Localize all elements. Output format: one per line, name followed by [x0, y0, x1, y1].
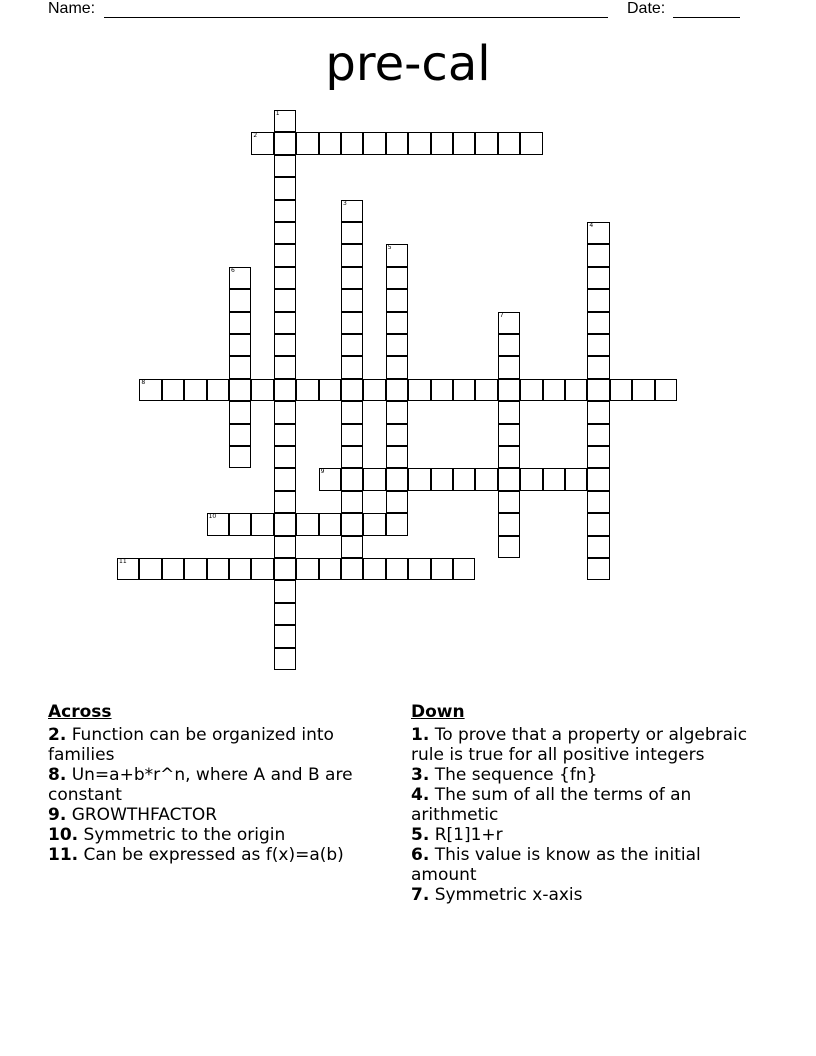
grid-cell[interactable] [229, 446, 251, 468]
clue-text: Un=a+b*r^n, where A and B are constant [48, 765, 353, 805]
grid-cell[interactable] [162, 379, 184, 401]
clue-number: 4 [589, 222, 594, 229]
across-clue [48, 765, 368, 805]
grid-cell[interactable] [587, 289, 609, 311]
grid-cell[interactable] [274, 222, 296, 244]
grid-cell[interactable] [431, 379, 453, 401]
clue-number-label: 7. [411, 885, 430, 905]
grid-cell[interactable] [274, 155, 296, 177]
clue-text: Can be expressed as f(x)=a(b) [78, 845, 344, 865]
grid-cell[interactable] [341, 334, 363, 356]
grid-cell[interactable] [319, 379, 341, 401]
grid-cell[interactable] [341, 536, 363, 558]
grid-cell[interactable] [117, 558, 139, 580]
grid-cell[interactable] [274, 401, 296, 423]
grid-cell[interactable] [386, 244, 408, 266]
clue-number-label: 11. [48, 845, 79, 865]
grid-cell[interactable] [296, 379, 318, 401]
down-clue [411, 785, 751, 825]
grid-cell[interactable] [319, 513, 341, 535]
grid-cell[interactable] [274, 356, 296, 378]
clue-number: 1 [275, 110, 280, 117]
grid-cell[interactable] [251, 132, 273, 154]
down-heading: Down [411, 702, 465, 722]
clue-number-label: 1. [411, 725, 430, 745]
grid-cell[interactable] [229, 356, 251, 378]
down-clue [411, 885, 751, 905]
grid-cell[interactable] [319, 558, 341, 580]
grid-cell[interactable] [363, 558, 385, 580]
grid-cell[interactable] [341, 312, 363, 334]
grid-cell[interactable] [587, 379, 609, 401]
clue-text: Symmetric x-axis [429, 885, 583, 905]
clue-text: GROWTHFACTOR [66, 805, 218, 825]
grid-cell[interactable] [229, 334, 251, 356]
grid-cell[interactable] [229, 513, 251, 535]
grid-cell[interactable] [655, 379, 677, 401]
grid-cell[interactable] [386, 401, 408, 423]
grid-cell[interactable] [341, 424, 363, 446]
clue-number-label: 2. [48, 725, 67, 745]
grid-cell[interactable] [274, 648, 296, 670]
grid-cell[interactable] [274, 312, 296, 334]
grid-cell[interactable] [229, 267, 251, 289]
grid-cell[interactable] [229, 379, 251, 401]
grid-cell[interactable] [498, 356, 520, 378]
grid-cell[interactable] [431, 132, 453, 154]
grid-cell[interactable] [274, 513, 296, 535]
clue-number: 9 [320, 468, 325, 476]
grid-cell[interactable] [207, 379, 229, 401]
grid-cell[interactable] [139, 558, 161, 580]
grid-cell[interactable] [341, 401, 363, 423]
grid-cell[interactable] [408, 379, 430, 401]
clue-number-label: 8. [48, 765, 67, 785]
grid-cell[interactable] [251, 379, 273, 401]
grid-cell[interactable] [296, 558, 318, 580]
grid-cell[interactable] [341, 379, 363, 401]
grid-cell[interactable] [386, 289, 408, 311]
grid-cell[interactable] [386, 334, 408, 356]
grid-cell[interactable] [207, 513, 229, 535]
grid-cell[interactable] [587, 536, 609, 558]
across-clue [48, 845, 368, 865]
grid-cell[interactable] [229, 312, 251, 334]
grid-cell[interactable] [274, 424, 296, 446]
down-clue [411, 725, 751, 765]
grid-cell[interactable] [498, 536, 520, 558]
across-list [48, 725, 368, 865]
grid-cell[interactable] [363, 132, 385, 154]
grid-cell[interactable] [453, 379, 475, 401]
grid-cell[interactable] [274, 267, 296, 289]
grid-cell[interactable] [229, 401, 251, 423]
grid-cell[interactable] [274, 334, 296, 356]
grid-cell[interactable] [386, 446, 408, 468]
grid-cell[interactable] [274, 177, 296, 199]
grid-cell[interactable] [587, 334, 609, 356]
clue-number: 10 [208, 513, 217, 521]
down-list [411, 725, 751, 905]
down-clues [411, 702, 751, 905]
across-clue [48, 825, 368, 845]
grid-cell[interactable] [587, 424, 609, 446]
grid-cell[interactable] [274, 580, 296, 602]
grid-cell[interactable] [319, 468, 341, 490]
grid-cell[interactable] [587, 468, 609, 490]
grid-cell[interactable] [498, 132, 520, 154]
grid-cell[interactable] [296, 513, 318, 535]
clue-number-label: 4. [411, 785, 430, 805]
clue-number-label: 10. [48, 825, 79, 845]
grid-cell[interactable] [453, 468, 475, 490]
grid-cell[interactable] [162, 558, 184, 580]
grid-cell[interactable] [520, 379, 542, 401]
grid-cell[interactable] [341, 513, 363, 535]
page-title: pre-cal [325, 36, 491, 92]
date-label: Date: [627, 0, 666, 17]
grid-cell[interactable] [341, 356, 363, 378]
grid-cell[interactable] [498, 446, 520, 468]
grid-cell[interactable] [274, 558, 296, 580]
grid-cell[interactable] [498, 491, 520, 513]
grid-cell[interactable] [453, 558, 475, 580]
grid-cell[interactable] [543, 379, 565, 401]
grid-cell[interactable] [498, 424, 520, 446]
grid-cell[interactable] [274, 625, 296, 647]
name-label: Name: [48, 0, 96, 17]
grid-cell[interactable] [341, 558, 363, 580]
grid-cell[interactable] [363, 513, 385, 535]
grid-cell[interactable] [386, 379, 408, 401]
grid-cell[interactable] [587, 513, 609, 535]
grid-cell[interactable] [386, 424, 408, 446]
grid-cell[interactable] [274, 468, 296, 490]
grid-cell[interactable] [274, 110, 296, 132]
grid-cell[interactable] [341, 468, 363, 490]
clue-number: 6 [231, 266, 235, 274]
grid-cell[interactable] [498, 312, 520, 334]
clue-text: The sequence {fn} [429, 765, 598, 785]
grid-cell[interactable] [543, 468, 565, 490]
clue-text: The sum of all the terms of an arithmetic [411, 785, 692, 825]
clue-number: 11 [119, 558, 127, 565]
grid-cell[interactable] [431, 468, 453, 490]
grid-cell[interactable] [565, 468, 587, 490]
grid-cell[interactable] [386, 558, 408, 580]
grid-cell[interactable] [498, 334, 520, 356]
down-clue [411, 765, 751, 785]
grid-cell[interactable] [453, 132, 475, 154]
clue-text: R[1]1+r [429, 825, 503, 845]
grid-cell[interactable] [207, 558, 229, 580]
grid-cell[interactable] [341, 132, 363, 154]
grid-cell[interactable] [587, 244, 609, 266]
grid-cell[interactable] [386, 468, 408, 490]
grid-cell[interactable] [520, 468, 542, 490]
grid-cell[interactable] [319, 132, 341, 154]
grid-cell[interactable] [251, 558, 273, 580]
grid-cell[interactable] [587, 401, 609, 423]
down-clue [411, 845, 751, 885]
grid-cell[interactable] [341, 200, 363, 222]
clue-number-label: 5. [411, 825, 430, 845]
grid-cell[interactable] [632, 379, 654, 401]
grid-cell[interactable] [408, 558, 430, 580]
grid-cell[interactable] [229, 289, 251, 311]
grid-cell[interactable] [565, 379, 587, 401]
grid-cell[interactable] [341, 289, 363, 311]
grid-cell[interactable] [408, 132, 430, 154]
across-clue [48, 805, 368, 825]
clue-text: Symmetric to the origin [78, 825, 286, 845]
clue-number: 8 [141, 378, 146, 386]
grid-cell[interactable] [475, 379, 497, 401]
clue-number-label: 9. [48, 805, 67, 825]
grid-cell[interactable] [341, 267, 363, 289]
grid-cell[interactable] [363, 379, 385, 401]
grid-cell[interactable] [431, 558, 453, 580]
grid-cell[interactable] [386, 356, 408, 378]
grid-cell[interactable] [587, 356, 609, 378]
grid-cell[interactable] [587, 222, 609, 244]
grid-cell[interactable] [386, 513, 408, 535]
clue-text: This value is know as the initial amount [411, 845, 701, 885]
grid-cell[interactable] [610, 379, 632, 401]
grid-cell[interactable] [498, 468, 520, 490]
grid-cell[interactable] [184, 558, 206, 580]
grid-cell[interactable] [251, 513, 273, 535]
grid-cell[interactable] [386, 491, 408, 513]
clue-number: 5 [387, 244, 392, 252]
grid-cell[interactable] [587, 267, 609, 289]
grid-cell[interactable] [274, 289, 296, 311]
grid-cell[interactable] [184, 379, 206, 401]
clue-number: 2 [253, 132, 258, 140]
down-clue [411, 825, 751, 845]
across-clue [48, 725, 368, 765]
grid-cell[interactable] [386, 267, 408, 289]
grid-cell[interactable] [341, 244, 363, 266]
grid-cell[interactable] [274, 603, 296, 625]
grid-cell[interactable] [341, 491, 363, 513]
grid-cell[interactable] [587, 491, 609, 513]
grid-cell[interactable] [341, 222, 363, 244]
grid-cell[interactable] [498, 379, 520, 401]
grid-cell[interactable] [296, 132, 318, 154]
clue-number: 7 [499, 311, 504, 319]
grid-cell[interactable] [520, 132, 542, 154]
grid-cell[interactable] [341, 446, 363, 468]
grid-cell[interactable] [274, 536, 296, 558]
clue-text: To prove that a property or algebraic rule is true for all positive integers [411, 725, 748, 765]
grid-cell[interactable] [587, 446, 609, 468]
grid-cell[interactable] [229, 424, 251, 446]
grid-cell[interactable] [587, 558, 609, 580]
grid-cell[interactable] [386, 312, 408, 334]
grid-cell[interactable] [274, 491, 296, 513]
across-heading: Across [48, 702, 112, 722]
grid-cell[interactable] [274, 244, 296, 266]
grid-cell[interactable] [274, 446, 296, 468]
grid-cell[interactable] [363, 468, 385, 490]
clue-number: 3 [343, 199, 347, 207]
clue-number-label: 6. [411, 845, 430, 865]
grid-cell[interactable] [386, 132, 408, 154]
grid-cell[interactable] [229, 558, 251, 580]
grid-cell[interactable] [498, 513, 520, 535]
grid-cell[interactable] [475, 468, 497, 490]
clue-number-label: 3. [411, 765, 430, 785]
clue-text: Function can be organized into families [48, 725, 334, 765]
grid-cell[interactable] [587, 312, 609, 334]
grid-cell[interactable] [139, 379, 161, 401]
across-clues [48, 702, 368, 865]
grid-cell[interactable] [274, 132, 296, 154]
grid-cell[interactable] [408, 468, 430, 490]
grid-cell[interactable] [274, 379, 296, 401]
grid-cell[interactable] [475, 132, 497, 154]
grid-cell[interactable] [498, 401, 520, 423]
grid-cell[interactable] [274, 200, 296, 222]
